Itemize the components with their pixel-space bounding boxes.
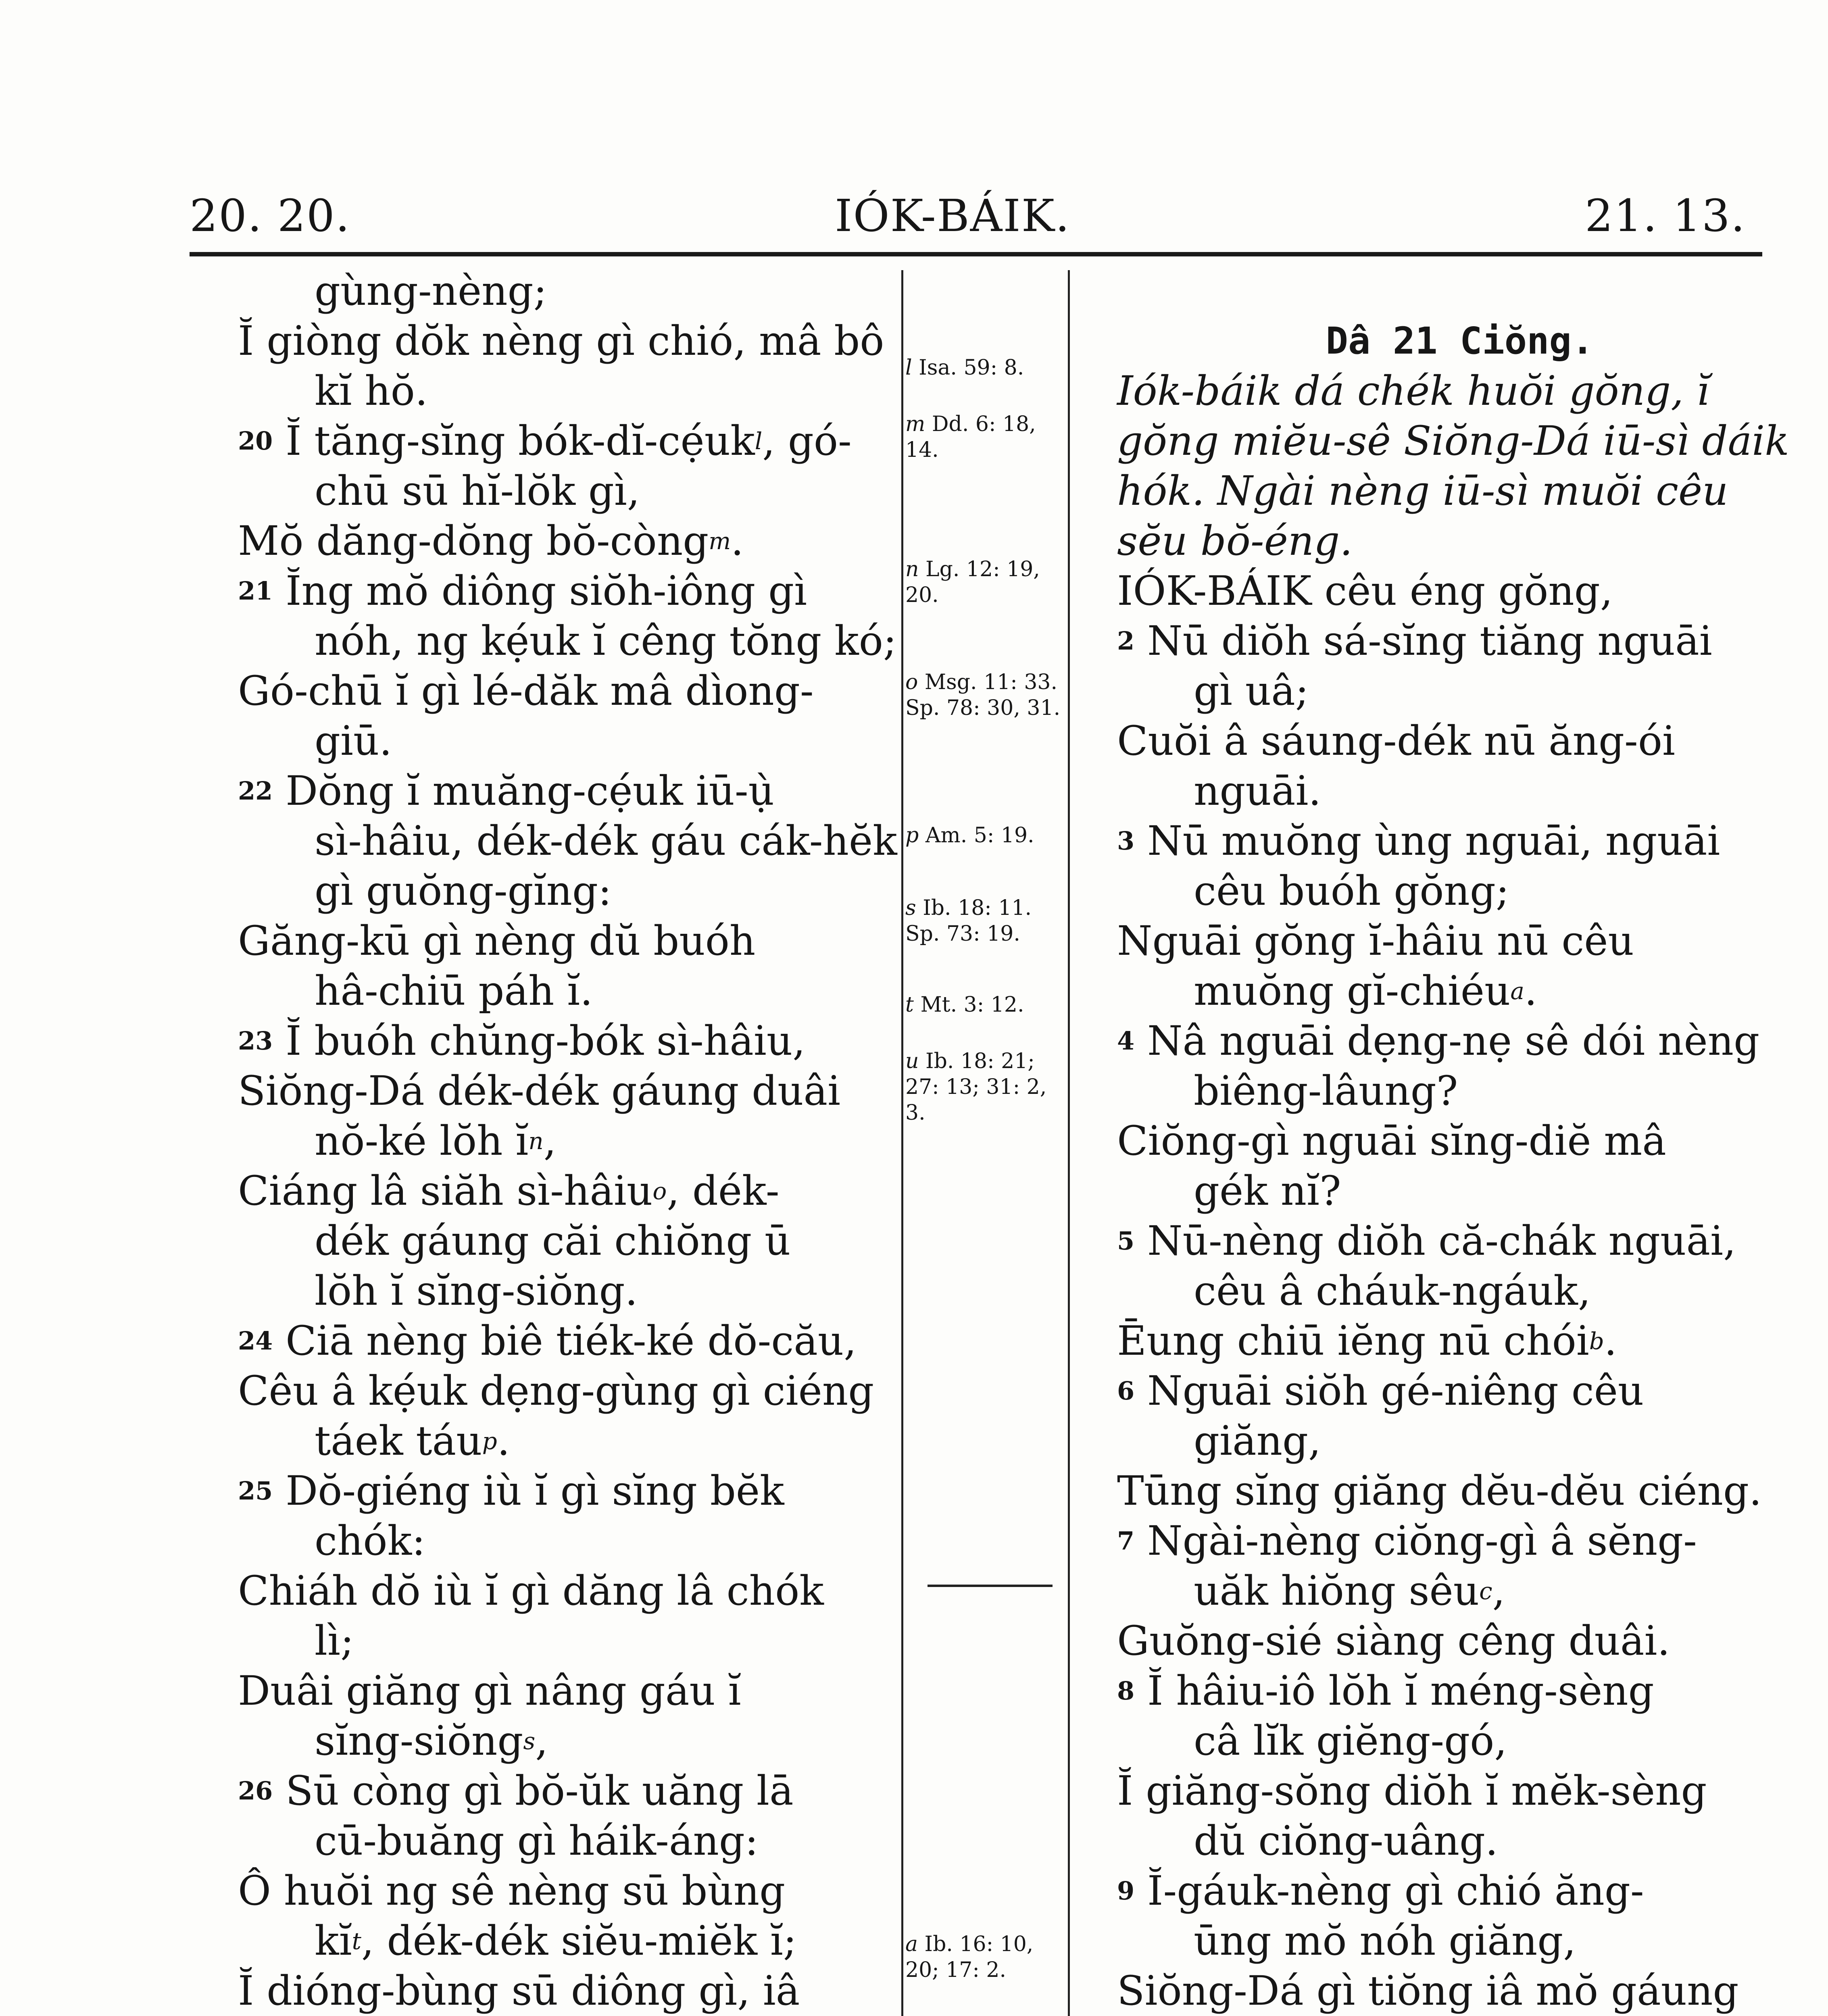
reference-separator	[928, 1585, 1053, 1587]
left_column-line	[238, 816, 899, 866]
verse-text: Nâ nguāi dẹng-nẹ sê dói nèng	[1147, 1017, 1760, 1064]
left_column-line	[238, 416, 899, 466]
verse-number: 23	[238, 1026, 273, 1056]
reference-text: Msg. 11: 33. Sp. 78: 30, 31.	[905, 670, 1061, 720]
right-column-divider	[1068, 270, 1070, 2016]
verse-text: Mŏ dăng-dŏng bŏ-còng$^m$.	[238, 517, 744, 564]
reference-text: Mt. 3: 12.	[920, 993, 1024, 1017]
verse-text: lŏh ĭ sĭng-siŏng.	[315, 1267, 638, 1314]
reference-letter: p	[905, 823, 925, 848]
left_column-line	[238, 1116, 899, 1166]
left_column-line	[238, 366, 899, 416]
left_column-line	[238, 666, 899, 716]
verse-number: 6	[1117, 1376, 1135, 1406]
header-left-ref: 20. 20.	[190, 190, 350, 242]
verse-number: 22	[238, 776, 273, 806]
verse-text: Ĭ giòng dŏk nèng gì chió, mâ bô	[238, 317, 884, 364]
reference-marker: p	[482, 1427, 497, 1455]
left_column-line	[238, 1266, 899, 1316]
verse-text: táek táu$^p$.	[315, 1417, 510, 1464]
verse-text: Ô huŏi ng sê nèng sū bùng	[238, 1867, 786, 1914]
left_column-line	[238, 1366, 899, 1416]
right_column-line	[1117, 1166, 1803, 1216]
reference-letter: s	[905, 896, 923, 920]
verse-text: $kĭ^t$, dék-dék siĕu-miĕk ĭ;	[315, 1917, 797, 1964]
left_column-line	[238, 716, 899, 766]
left-column-divider	[901, 270, 903, 2016]
verse-text: hâ-chiū páh ĭ.	[315, 967, 593, 1014]
reference-letter: l	[905, 356, 919, 380]
reference-text: Ib. 18: 11. Sp. 73: 19.	[905, 896, 1032, 946]
right_column-line	[1117, 1116, 1803, 1166]
left_column-line	[238, 916, 899, 966]
verse-number: 3	[1117, 826, 1135, 856]
verse-text: Ciŏng-gì nguāi sĭng-diĕ mâ	[1117, 1117, 1666, 1164]
verse-text: Tūng sĭng giăng dĕu-dĕu ciéng.	[1117, 1467, 1762, 1514]
right_column-line	[1117, 1466, 1803, 1516]
left_column-line	[238, 1666, 899, 1716]
marginal-reference	[905, 1048, 1063, 1126]
right_column-line	[1117, 616, 1803, 666]
left_column-line	[238, 1566, 899, 1616]
verse-text: Ēung chiū iĕng nū chói$^b$.	[1117, 1317, 1617, 1364]
marginal-reference	[905, 1931, 1063, 1983]
reference-marker: a	[1510, 977, 1524, 1005]
verse-number: 5	[1117, 1226, 1135, 1256]
reference-letter: t	[905, 993, 921, 1017]
left_column-line	[238, 1166, 899, 1216]
right_column-line	[1117, 1266, 1803, 1316]
verse-text: gì guŏng-gĭng:	[315, 867, 612, 914]
left_column-line	[238, 466, 899, 516]
right_column-line	[1117, 1066, 1803, 1116]
verse-text: Dŏng ĭ muăng-cẹ́uk iū-ụ̀	[286, 767, 775, 814]
verse-text: Ĭ-gáuk-nèng gì chió ăng-	[1147, 1867, 1644, 1914]
verse-text: Nguāi siŏh gé-niêng cêu	[1147, 1367, 1644, 1414]
left_column-line	[238, 566, 899, 616]
right_column-line	[1117, 1416, 1803, 1466]
right_column-line	[1117, 916, 1803, 966]
right_column-line	[1117, 1716, 1803, 1766]
left_column-line	[238, 1816, 899, 1866]
verse-text: uăk hiŏng sêu$^c$,	[1194, 1567, 1505, 1614]
right_column-line	[1117, 1666, 1803, 1716]
verse-text: Ĭng mŏ diông siŏh-iông gì	[286, 567, 807, 614]
reference-marker: c	[1479, 1577, 1492, 1605]
right-verses	[1117, 566, 1803, 2016]
left_column-line	[238, 1716, 899, 1766]
verse-number: 24	[238, 1326, 273, 1356]
reference-marker: s	[523, 1727, 536, 1755]
right_column-line	[1117, 716, 1803, 766]
verse-number: 7	[1117, 1526, 1135, 1556]
marginal-reference	[905, 556, 1063, 608]
left_column-line	[238, 1466, 899, 1516]
right_column-line	[1117, 666, 1803, 716]
verse-text: cêu â cháuk-ngáuk,	[1194, 1267, 1591, 1314]
verse-text: Nguāi gŏng ĭ-hâiu nū cêu	[1117, 917, 1634, 964]
verse-text: Găng-kū gì nèng dŭ buóh	[238, 917, 756, 964]
verse-text: giăng,	[1194, 1417, 1321, 1464]
left_column-line	[238, 1216, 899, 1266]
verse-text: Ciáng lâ siăh sì-hâiu$^o$, dék-	[238, 1167, 780, 1214]
left_column-line	[238, 1966, 899, 2016]
verse-number: 8	[1117, 1676, 1135, 1706]
right_column-line	[1117, 1366, 1803, 1416]
verse-text: gùng-nèng;	[315, 267, 547, 314]
verse-number: 21	[238, 576, 273, 606]
right_column-line	[1117, 1916, 1803, 1966]
verse-text: dék gáung căi chiŏng ū	[315, 1217, 791, 1264]
verse-text: cêu buóh gŏng;	[1194, 867, 1509, 914]
header-title: IÓK-BÁIK.	[835, 190, 1070, 242]
verse-text: Duâi giăng gì nâng gáu ĭ	[238, 1667, 741, 1714]
reference-marker: m	[709, 527, 731, 555]
reference-text: Dd. 6: 18, 14.	[905, 412, 1036, 462]
verse-text: muŏng gĭ-chiéu$^a$.	[1194, 967, 1537, 1014]
marginal-reference	[905, 895, 1063, 947]
chapter-heading: Dâ 21 Ciŏng.	[1326, 319, 1594, 362]
verse-text: câ lĭk giĕng-gó,	[1194, 1717, 1507, 1764]
left_column-line	[238, 866, 899, 916]
right-column	[1117, 266, 1803, 2016]
left_column-line	[238, 1916, 899, 1966]
verse-text: Gó-chū ĭ gì lé-dăk mâ dìong-	[238, 667, 814, 714]
chapter-intro-line: gŏng miĕu-sê Siŏng-Dá iū-sì dáik	[1117, 417, 1789, 464]
verse-number: 25	[238, 1476, 273, 1506]
verse-text: sì-hâiu, dék-dék gáu cák-hĕk	[315, 817, 897, 864]
verse-text: cū-buăng gì háik-áng:	[315, 1817, 759, 1864]
right_column-line	[1117, 566, 1803, 616]
verse-text: Ĭ buóh chŭng-bók sì-hâiu,	[286, 1017, 806, 1064]
left_column-line	[238, 1616, 899, 1666]
reference-marker: o	[652, 1177, 667, 1205]
verse-number: 26	[238, 1776, 273, 1806]
right_column-line	[1117, 1316, 1803, 1366]
verse-text: nŏ-ké lŏh $ĭ^n$,	[315, 1117, 557, 1164]
header-right-ref: 21. 13.	[1585, 190, 1746, 242]
reference-text: Isa. 59: 8.	[919, 356, 1024, 380]
right_column-line	[1117, 1566, 1803, 1616]
header-rule	[190, 252, 1762, 256]
reference-text: Lg. 12: 19, 20.	[905, 557, 1040, 607]
verse-text: chók:	[315, 1517, 425, 1564]
left_column-line	[238, 316, 899, 366]
reference-letter: m	[905, 412, 932, 436]
verse-text: Nū-nèng diŏh că-chák nguāi,	[1147, 1217, 1736, 1264]
chapter-intro-line: sĕu bŏ-éng.	[1117, 517, 1353, 564]
left_column-line	[238, 1766, 899, 1816]
marginal-reference	[905, 669, 1063, 721]
reference-marker: n	[528, 1127, 544, 1155]
left_column-line	[238, 966, 899, 1016]
verse-text: Cuŏi â sáung-dék nū ăng-ói	[1117, 717, 1676, 764]
verse-text: Chiáh dŏ iù ĭ gì dăng lâ chók	[238, 1567, 824, 1614]
verse-number: 2	[1117, 626, 1135, 656]
verse-text: giū.	[315, 717, 392, 764]
marginal-reference	[905, 992, 1063, 1018]
reference-letter: a	[905, 1932, 925, 1956]
chapter-intro-line: Iók-báik dá chék huŏi gŏng, ĭ	[1117, 367, 1709, 414]
right_column-line	[1117, 1216, 1803, 1266]
left_column-line	[238, 1416, 899, 1466]
reference-marker: t	[352, 1927, 361, 1955]
verse-text: Ĭ dióng-bùng sū diông gì, iâ	[238, 1967, 800, 2014]
verse-text: Ciā nèng biê tiék-ké dŏ-cău,	[286, 1317, 857, 1364]
marginal-reference	[905, 355, 1063, 381]
reference-text: Ib. 18: 21; 27: 13; 31: 2, 3.	[905, 1049, 1047, 1125]
verse-text: Nū muŏng ùng nguāi, nguāi	[1147, 817, 1720, 864]
verse-text: Siŏng-Dá gì tiŏng iâ mŏ gáung	[1117, 1967, 1739, 2014]
reference-letter: o	[905, 670, 925, 694]
right_column-line	[1117, 866, 1803, 916]
reference-letter: n	[905, 557, 926, 581]
verse-text: Guŏng-sié siàng cêng duâi.	[1117, 1617, 1670, 1664]
right_column-line	[1117, 1766, 1803, 1816]
right_column-line	[1117, 1616, 1803, 1666]
chapter-intro	[1117, 366, 1803, 566]
verse-text: chū sū hĭ-lŏk gì,	[315, 467, 640, 514]
right_column-line	[1117, 1516, 1803, 1566]
right_column-line	[1117, 1966, 1803, 2016]
left_column-line	[238, 766, 899, 816]
verse-text: gék nĭ?	[1194, 1167, 1341, 1214]
verse-text: Ngài-nèng ciŏng-gì â sĕng-	[1147, 1517, 1697, 1564]
verse-text: Sū còng gì bŏ-ŭk uăng lā	[286, 1767, 794, 1814]
left_column-line	[238, 516, 899, 566]
left_column-line	[238, 1866, 899, 1916]
verse-text: Cêu â kẹ́uk dẹng-gùng gì ciéng	[238, 1367, 874, 1414]
reference-text: Ib. 16: 10, 20; 17: 2.	[905, 1932, 1034, 1982]
verse-text: Nū diŏh sá-sĭng tiăng nguāi	[1147, 617, 1712, 664]
verse-text: dŭ ciŏng-uâng.	[1194, 1817, 1498, 1864]
right_column-line	[1117, 1816, 1803, 1866]
verse-text: lì;	[315, 1617, 354, 1664]
verse-text: Ĭ hâiu-iô lŏh ĭ méng-sèng	[1147, 1667, 1654, 1714]
verse-text: Ĭ tăng-sĭng bók-$dĭ-cẹ́uk^l$, gó-	[286, 417, 852, 464]
verse-text: gì uâ;	[1194, 667, 1309, 714]
verse-text: biêng-lâung?	[1194, 1067, 1458, 1114]
left_column-line	[238, 1016, 899, 1066]
reference-marker: b	[1589, 1327, 1604, 1355]
verse-number: 4	[1117, 1026, 1135, 1056]
verse-text: nguāi.	[1194, 767, 1321, 814]
left-column	[238, 266, 899, 2016]
verse-text: Dŏ-giéng iù ĭ gì sĭng bĕk	[286, 1467, 784, 1514]
chapter-intro-line: hók. Ngài nèng iū-sì muŏi cêu	[1117, 467, 1728, 514]
verse-number: 20	[238, 426, 273, 456]
right_column-line	[1117, 816, 1803, 866]
reference-letter: u	[905, 1049, 926, 1073]
verse-text: nóh, ng kẹ́uk ĭ cêng tŏng kó;	[315, 617, 897, 664]
marginal-reference	[905, 823, 1063, 848]
verse-text: ūng mŏ nóh giăng,	[1194, 1917, 1576, 1964]
left_column-line	[238, 616, 899, 666]
verse-number: 9	[1117, 1876, 1135, 1906]
marginal-reference	[905, 411, 1063, 463]
left_column-line	[238, 1066, 899, 1116]
right_column-line	[1117, 1016, 1803, 1066]
left_column-line	[238, 1316, 899, 1366]
verse-text: sĭng-siŏng$^s$,	[315, 1717, 548, 1764]
reference-text: Am. 5: 19.	[925, 823, 1034, 848]
left_column-line	[238, 1516, 899, 1566]
verse-text: kĭ hŏ.	[315, 367, 428, 414]
right_column-line	[1117, 966, 1803, 1016]
verse-text: Siŏng-Dá dék-dék gáung duâi	[238, 1067, 841, 1114]
verse-text: IÓK-BÁIK cêu éng gŏng,	[1117, 567, 1613, 614]
right_column-line	[1117, 1866, 1803, 1916]
left_column-line	[238, 266, 899, 316]
reference-marker: l	[755, 427, 763, 455]
right_column-line	[1117, 766, 1803, 816]
verse-text: Ĭ giăng-sŏng diŏh ĭ mĕk-sèng	[1117, 1767, 1707, 1814]
